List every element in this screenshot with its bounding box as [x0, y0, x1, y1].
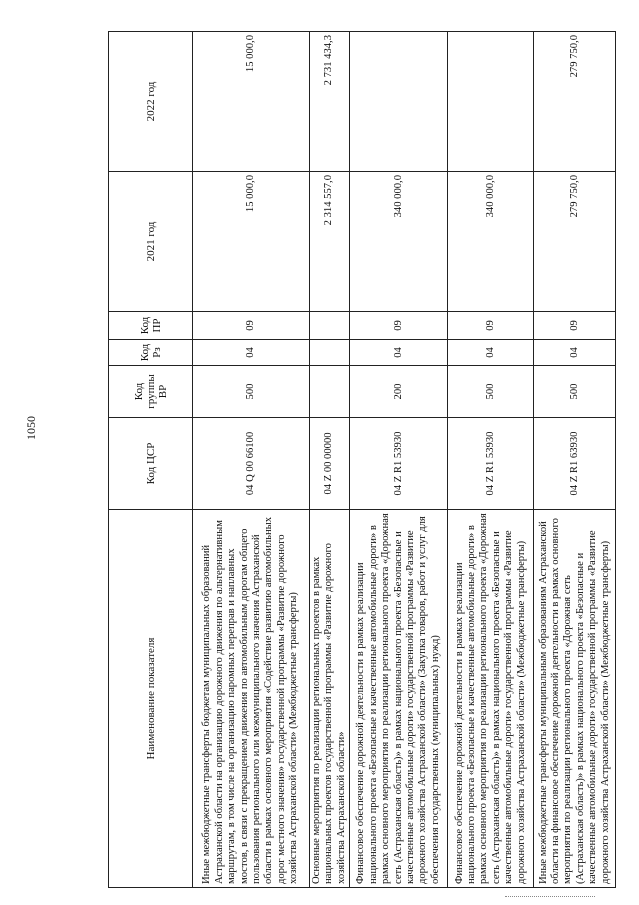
table-header-row — [109, 32, 193, 888]
row-name: Финансовое обеспечение дорожной деятельности в рамках реализации национального проекта «Безопасные и качественные автомобильные дороги» в рамках основного мероприятия по реализации регионального проекта «Дорожная сеть (Астраханская область)» в рамках национального проекта «Безопасные и качественные автомобильные дороги» государственной программы «Развитие дорожного хозяйства Астраханской области» (Межбюджетные трансферты) — [448, 510, 534, 888]
row-2021: 340 000,0 — [350, 172, 448, 312]
row-name: Основные мероприятия по реализации региональных проектов в рамках национальных проектов государственной программы «Развитие дорожного хозяйства Астраханской области» — [310, 510, 350, 888]
header-vr: Код группы ВР — [109, 366, 193, 418]
header-2021: 2021 год — [109, 172, 193, 312]
row-2021: 279 750,0 — [534, 172, 616, 312]
row-csr: 04 Z R1 53930 — [448, 418, 534, 510]
row-rz: 04 — [350, 340, 448, 366]
table-row — [448, 32, 534, 888]
row-2022: 2 731 434,3 — [310, 32, 350, 172]
row-2021: 15 000,0 — [193, 172, 310, 312]
row-rz: 04 — [448, 340, 534, 366]
header-2022: 2022 год — [109, 32, 193, 172]
row-pr: 09 — [534, 312, 616, 340]
row-csr: 04 Z 00 00000 — [310, 418, 350, 510]
row-rz: 04 — [193, 340, 310, 366]
row-rz — [310, 340, 350, 366]
header-rz: Код Рз — [109, 340, 193, 366]
header-name: Наименование показателя — [109, 510, 193, 888]
row-2022: 15 000,0 — [193, 32, 310, 172]
budget-table — [108, 31, 616, 888]
row-vr — [310, 366, 350, 418]
row-rz: 04 — [534, 340, 616, 366]
row-2022: 279 750,0 — [534, 32, 616, 172]
row-vr: 500 — [193, 366, 310, 418]
table-row — [534, 32, 616, 888]
row-pr: 09 — [448, 312, 534, 340]
row-name: Финансовое обеспечение дорожной деятельности в рамках реализации национального проекта «Безопасные и качественные автомобильные дороги» в рамках основного мероприятия по реализации регионального проекта «Дорожная сеть (Астраханская область)» в рамках национального проекта «Безопасные и качественные автомобильные дороги» государственной программы «Развитие дорожного хозяйства Астраханской области» (Закупка товаров, работ и услуг для обеспечения государственных (муниципальных) нужд) — [350, 510, 448, 888]
row-pr — [310, 312, 350, 340]
page-number: 1050 — [24, 416, 38, 440]
row-name: Иные межбюджетные трансферты муниципальным образованиям Астраханской области на финансовое обеспечение дорожной деятельности в рамках основного мероприятия по реализации регионального проекта «Дорожная сеть (Астраханская область)» в рамках национального проекта «Безопасные и качественные автомобильные дороги» государственной программы «Развитие дорожного хозяйства Астраханской области» (Межбюджетные трансферты) — [534, 510, 616, 888]
row-csr: 04 Q 00 66100 — [193, 418, 310, 510]
row-vr: 200 — [350, 366, 448, 418]
row-2022 — [350, 32, 448, 172]
row-2021: 2 314 557,0 — [310, 172, 350, 312]
rotated-table-container — [108, 32, 611, 888]
table-row — [193, 32, 310, 888]
row-csr: 04 Z R1 53930 — [350, 418, 448, 510]
row-csr: 04 Z R1 63930 — [534, 418, 616, 510]
row-pr: 09 — [350, 312, 448, 340]
row-2022 — [448, 32, 534, 172]
row-name: Иные межбюджетные трансферты бюджетам муниципальных образований Астраханской области на организацию дорожного движения по альтернативным маршрутам, в том числе на организацию паромных переправ и наплавных мостов, в связи с прекращением движения по автомобильным дорогам общего пользования регионального или межмуниципального значения Астраханской области в рамках основного мероприятия «Содействие развитию автомобильных дорог местного значения» государственной программы «Развитие дорожного хозяйства Астраханской области» (Межбюджетные трансферты) — [193, 510, 310, 888]
row-vr: 500 — [534, 366, 616, 418]
header-csr: Код ЦСР — [109, 418, 193, 510]
scan-edge-dots — [505, 896, 595, 897]
table-row — [310, 32, 350, 888]
table-row — [350, 32, 448, 888]
row-vr: 500 — [448, 366, 534, 418]
header-pr: Код ПР — [109, 312, 193, 340]
row-pr: 09 — [193, 312, 310, 340]
row-2021: 340 000,0 — [448, 172, 534, 312]
